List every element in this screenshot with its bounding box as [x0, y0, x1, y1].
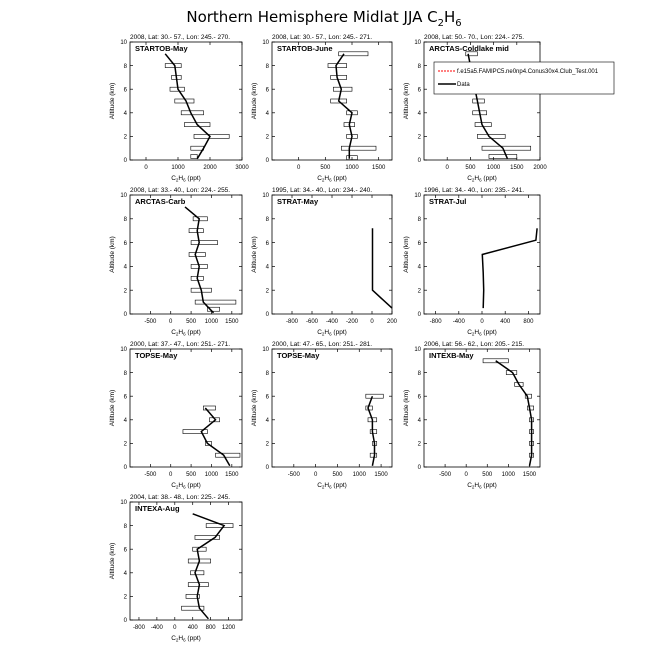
x-axis-label: $C_2H_6$ (ppt) [467, 329, 497, 337]
chart-panel [109, 187, 242, 337]
y-axis-label: Altitude (km) [109, 236, 116, 273]
y-tick-label: 4 [265, 111, 269, 117]
x-tick-label: -800 [132, 625, 145, 631]
data-profile-line [373, 228, 393, 308]
range-bar [370, 430, 377, 434]
panel-header: 2008, Lat: 30.- 57., Lon: 245.- 270. [130, 34, 231, 41]
panel-header: 2008, Lat: 30.- 57., Lon: 245.- 271. [272, 34, 373, 41]
y-tick-label: 10 [262, 40, 269, 47]
range-bar [193, 217, 207, 221]
y-tick-label: 4 [265, 418, 269, 424]
range-bar [194, 134, 229, 138]
data-profile-line [185, 207, 214, 313]
x-tick-label: -400 [325, 319, 339, 325]
plot-frame [130, 502, 242, 620]
y-tick-label: 10 [414, 193, 421, 200]
x-tick-label: -600 [305, 319, 319, 325]
data-profile-line [193, 514, 224, 619]
x-tick-label: 1000 [171, 165, 185, 171]
y-tick-label: 10 [120, 347, 127, 354]
page-title: Northern Hemisphere Midlat JJA $C_2H_6$ [186, 8, 462, 29]
y-tick-label: 10 [120, 40, 127, 47]
x-tick-label: 2000 [533, 165, 547, 171]
x-tick-label: 1000 [486, 165, 501, 171]
chart-panel [251, 34, 392, 183]
x-axis-label: $C_2H_6$ (ppt) [171, 175, 201, 183]
range-bar [489, 154, 517, 158]
panel-header: 2008, Lat: 50.- 70., Lon: 224.- 275. [424, 34, 525, 41]
x-tick-label: 0 [169, 319, 173, 325]
chart-panel [251, 341, 392, 490]
y-tick-label: 8 [265, 370, 269, 377]
y-tick-label: 0 [123, 618, 127, 625]
x-tick-label: 0 [464, 472, 468, 478]
y-tick-label: 8 [123, 523, 127, 530]
campaign-label: TOPSE-May [277, 351, 320, 360]
y-axis-label: Altitude (km) [251, 236, 258, 273]
plot-frame [130, 195, 242, 314]
x-tick-label: 0 [296, 165, 301, 171]
y-tick-label: 6 [123, 87, 127, 94]
x-tick-label: 500 [186, 472, 197, 478]
x-tick-label: -500 [439, 472, 452, 478]
x-tick-label: 1000 [204, 319, 219, 325]
x-tick-label: 500 [332, 472, 343, 478]
y-tick-label: 10 [120, 500, 127, 507]
x-tick-label: 400 [500, 319, 511, 325]
y-tick-label: 2 [123, 134, 127, 141]
y-axis-label: Altitude (km) [251, 82, 258, 120]
y-tick-label: 0 [123, 465, 127, 472]
y-axis-label: Altitude (km) [109, 542, 116, 580]
chart-panel [109, 494, 242, 643]
x-tick-label: -500 [287, 472, 300, 478]
campaign-label: INTEXB-May [429, 351, 474, 360]
x-axis-label: $C_2H_6$ (ppt) [317, 329, 347, 337]
y-tick-label: 8 [123, 63, 127, 70]
y-tick-label: 6 [417, 87, 421, 94]
range-bar [195, 300, 236, 304]
x-tick-label: 1500 [374, 472, 388, 478]
y-tick-label: 6 [417, 240, 421, 247]
x-tick-label: 1000 [345, 165, 359, 171]
panel-header: 1996, Lat: 34.- 40., Lon: 235.- 241. [424, 187, 525, 194]
chart-panel [403, 341, 540, 490]
x-tick-label: 1500 [225, 319, 239, 325]
x-tick-label: -500 [144, 472, 157, 478]
x-axis-label: $C_2H_6$ (ppt) [171, 635, 201, 643]
x-tick-label: 0 [144, 165, 148, 171]
y-tick-label: 2 [123, 441, 127, 448]
x-tick-label: 400 [187, 625, 198, 631]
x-tick-label: 1200 [221, 625, 236, 631]
data-profile-line [368, 396, 375, 466]
campaign-label: STARTOB-May [135, 44, 188, 53]
x-tick-label: -200 [345, 319, 359, 325]
range-bar [189, 253, 205, 257]
y-tick-label: 10 [262, 347, 269, 354]
plot-frame [272, 195, 392, 314]
campaign-label: STRAT-Jul [429, 197, 467, 206]
chart-panel [403, 34, 547, 183]
y-tick-label: 8 [265, 217, 269, 223]
y-tick-label: 2 [265, 134, 269, 141]
x-tick-label: 1500 [371, 165, 386, 171]
y-tick-label: 0 [123, 312, 127, 319]
y-tick-label: 2 [417, 134, 421, 141]
data-profile-line [482, 228, 537, 308]
data-profile-line [496, 361, 532, 466]
x-tick-label: 0 [370, 319, 374, 325]
y-tick-label: 6 [265, 394, 269, 401]
y-tick-label: 6 [417, 394, 421, 401]
y-axis-label: Altitude (km) [403, 389, 410, 427]
x-tick-label: 0 [480, 319, 484, 325]
x-tick-label: 200 [386, 319, 398, 325]
x-tick-label: 1000 [204, 472, 219, 478]
y-tick-label: 0 [265, 312, 269, 319]
plot-frame [272, 42, 392, 160]
y-tick-label: 4 [265, 264, 269, 271]
x-tick-label: 500 [186, 319, 197, 325]
range-bar [191, 154, 197, 158]
y-tick-label: 2 [123, 594, 127, 601]
y-tick-label: 0 [417, 465, 421, 472]
y-tick-label: 0 [123, 158, 127, 165]
y-axis-label: Altitude (km) [251, 389, 258, 427]
x-tick-label: 0 [173, 625, 177, 631]
x-tick-label: 800 [205, 625, 216, 631]
y-tick-label: 0 [417, 158, 421, 165]
y-tick-label: 10 [120, 193, 127, 200]
x-tick-label: 0 [313, 472, 318, 478]
data-profile-line [165, 54, 210, 159]
panel-header: 2008, Lat: 33.- 40., Lon: 224.- 255. [130, 187, 231, 194]
chart-panel [109, 341, 242, 490]
x-tick-label: 1500 [522, 472, 537, 478]
y-tick-label: 8 [123, 217, 127, 223]
campaign-label: INTEXA-Aug [135, 504, 180, 513]
y-tick-label: 0 [417, 312, 421, 319]
range-bar [216, 453, 240, 457]
y-tick-label: 10 [262, 193, 269, 200]
y-tick-label: 6 [265, 87, 269, 94]
y-tick-label: 4 [417, 111, 421, 117]
range-bar [331, 75, 347, 79]
y-tick-label: 6 [123, 240, 127, 247]
range-bar [366, 394, 383, 398]
y-tick-label: 4 [123, 264, 127, 271]
range-bar [333, 87, 352, 91]
range-bar [191, 241, 217, 245]
x-tick-label: -400 [150, 625, 163, 631]
x-tick-label: 800 [523, 319, 534, 325]
x-tick-label: 2000 [203, 165, 217, 171]
x-tick-label: 0 [169, 472, 173, 478]
y-axis-label: Altitude (km) [403, 236, 410, 273]
y-tick-label: 4 [123, 111, 127, 117]
x-tick-label: 500 [482, 472, 493, 478]
x-tick-label: -500 [144, 319, 157, 325]
panel-header: 2000, Lat: 47.- 65., Lon: 251.- 281. [272, 341, 373, 348]
legend-model-label: f.e15a5.FAMIPC5.ne0np4.Conus30x4.Club_Test.001 [457, 69, 599, 75]
y-tick-label: 2 [265, 441, 269, 448]
legend [434, 62, 614, 94]
range-bar [191, 146, 204, 150]
panel-header: 2004, Lat: 38.- 48., Lon: 225.- 245. [130, 494, 231, 501]
y-tick-label: 0 [265, 158, 269, 165]
y-tick-label: 0 [265, 465, 269, 472]
x-tick-label: 1500 [510, 165, 524, 171]
range-bar [482, 146, 531, 150]
x-axis-label: $C_2H_6$ (ppt) [467, 175, 497, 183]
y-tick-label: 4 [417, 264, 421, 271]
panel-header: 2000, Lat: 37.- 47., Lon: 251.- 271. [130, 341, 231, 348]
y-tick-label: 4 [123, 418, 127, 424]
y-tick-label: 8 [265, 63, 269, 70]
x-axis-label: $C_2H_6$ (ppt) [467, 482, 497, 490]
legend-box [434, 62, 614, 94]
x-axis-label: $C_2H_6$ (ppt) [317, 175, 347, 183]
panel-header: 2006, Lat: 56.- 62., Lon: 205.- 215. [424, 341, 525, 348]
y-tick-label: 2 [123, 288, 127, 295]
x-axis-label: $C_2H_6$ (ppt) [317, 482, 347, 490]
y-tick-label: 10 [414, 40, 421, 47]
plot-frame [424, 42, 540, 160]
plot-frame [424, 349, 540, 467]
campaign-label: STARTOB-June [277, 44, 333, 53]
range-bar [370, 453, 377, 457]
y-axis-label: Altitude (km) [109, 389, 116, 427]
y-axis-label: Altitude (km) [403, 82, 410, 120]
y-tick-label: 2 [417, 441, 421, 448]
x-tick-label: -800 [285, 319, 299, 325]
x-tick-label: 0 [445, 165, 449, 171]
x-axis-label: $C_2H_6$ (ppt) [171, 329, 201, 337]
y-tick-label: 8 [123, 370, 127, 377]
x-tick-label: 1000 [501, 472, 516, 478]
x-tick-label: -800 [429, 319, 442, 325]
y-tick-label: 6 [123, 394, 127, 401]
x-tick-label: 500 [320, 165, 331, 171]
campaign-label: ARCTAS-Coldlake mid [429, 44, 509, 53]
panel-header: 1995, Lat: 34.- 40., Lon: 234.- 240. [272, 187, 373, 194]
range-bar [341, 146, 376, 150]
y-axis-label: Altitude (km) [109, 82, 116, 120]
x-tick-label: 500 [465, 165, 476, 171]
range-bar [189, 229, 203, 233]
legend-data-label: Data [457, 82, 470, 88]
y-tick-label: 10 [414, 347, 421, 354]
y-tick-label: 6 [123, 547, 127, 554]
data-profile-line [336, 54, 352, 159]
x-tick-label: -400 [452, 319, 465, 325]
x-axis-label: $C_2H_6$ (ppt) [171, 482, 201, 490]
x-tick-label: 1500 [225, 472, 239, 478]
y-tick-label: 8 [417, 217, 421, 223]
range-bar [190, 571, 203, 575]
chart-panel [403, 187, 540, 337]
y-tick-label: 2 [417, 288, 421, 295]
campaign-label: ARCTAS-Carb [135, 197, 186, 206]
chart-panel [251, 187, 398, 337]
x-tick-label: 1000 [352, 472, 366, 478]
x-tick-label: 3000 [235, 165, 249, 171]
y-tick-label: 6 [265, 240, 269, 247]
campaign-label: TOPSE-May [135, 351, 178, 360]
chart-panel [109, 34, 249, 183]
y-tick-label: 8 [417, 63, 421, 70]
y-tick-label: 2 [265, 288, 269, 295]
y-tick-label: 4 [123, 571, 127, 577]
campaign-label: STRAT-May [277, 197, 319, 206]
y-tick-label: 4 [417, 418, 421, 424]
y-tick-label: 8 [417, 370, 421, 377]
range-bar [473, 99, 485, 103]
plot-frame [130, 349, 242, 467]
range-bar [203, 406, 215, 410]
